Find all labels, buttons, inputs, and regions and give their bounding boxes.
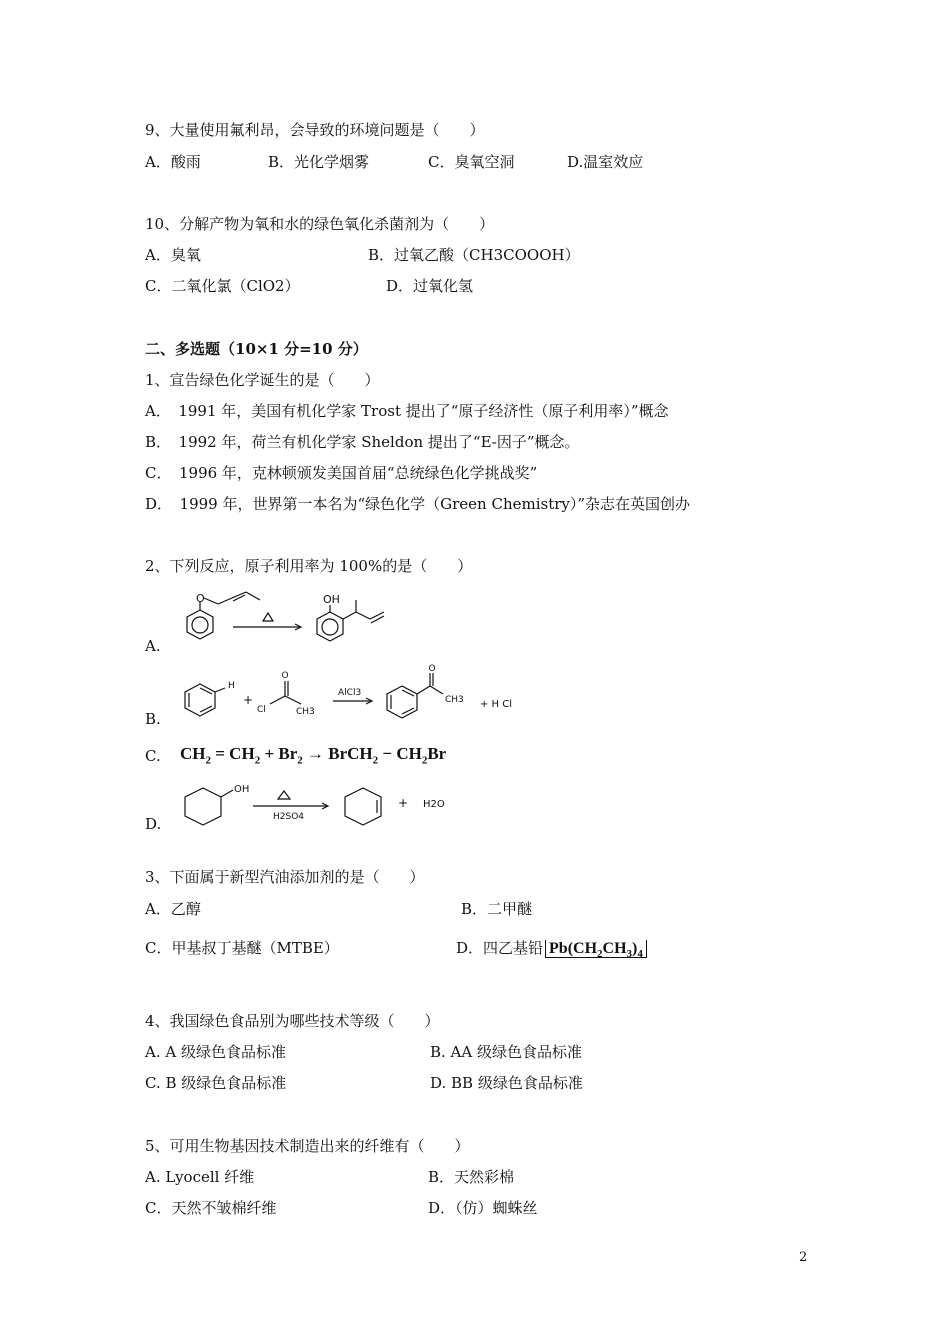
m3-option-c: C．甲基叔丁基醚（MTBE） bbox=[145, 939, 339, 957]
q9-option-b: B．光化学烟雾 bbox=[268, 153, 370, 171]
m5-option-a: A. Lyocell 纤维 bbox=[145, 1168, 255, 1186]
m2-reaction-a-structure bbox=[175, 588, 415, 650]
m3-option-b: B．二甲醚 bbox=[461, 900, 533, 918]
tetraethyllead-formula: $Pb(CH_2CH_3)_4$ bbox=[545, 940, 647, 958]
acetyl-ch3-label: CH3 bbox=[296, 707, 315, 717]
product-ch3-label: CH3 bbox=[445, 695, 464, 705]
m2-option-a-label: A. bbox=[145, 637, 161, 655]
chloride-label: Cl bbox=[257, 705, 266, 715]
m4-stem: 4、我国绿色食品别为哪些技术等级（ ） bbox=[145, 1012, 440, 1030]
m1-option-d: D． 1999 年，世界第一本名为“绿色化学（Green Chemistry）”杂志在英国创办 bbox=[145, 495, 691, 513]
benzene-h-label: H bbox=[228, 681, 235, 691]
m2-stem: 2、下列反应，原子利用率为 100%的是（ ） bbox=[145, 557, 473, 575]
m5-option-c: C．天然不皱棉纤维 bbox=[145, 1199, 277, 1217]
m4-option-b: B. AA 级绿色食品标准 bbox=[430, 1043, 582, 1061]
carbonyl-o-label: O bbox=[281, 671, 289, 681]
sulfuric-acid-label: H2SO4 bbox=[273, 812, 305, 822]
svg-text:+: + bbox=[243, 693, 254, 707]
m4-option-a: A. A 级绿色食品标准 bbox=[145, 1043, 286, 1061]
m4-option-c: C. B 级绿色食品标准 bbox=[145, 1074, 287, 1092]
phenol-oh-label: OH bbox=[323, 593, 340, 606]
q10-option-c: C．二氧化氯（ClO2） bbox=[145, 277, 300, 295]
m1-option-c: C． 1996 年，克林顿颁发美国首届“总统绿色化学挑战奖” bbox=[145, 464, 538, 482]
cyclohexanol-oh-label: OH bbox=[234, 784, 250, 795]
q10-option-d: D．过氧化氢 bbox=[386, 277, 474, 295]
q9-option-d: D.温室效应 bbox=[567, 153, 644, 171]
q9-stem: 9、大量使用氟利昂，会导致的环境问题是（ ） bbox=[145, 121, 485, 139]
m2-option-c-label: C. bbox=[145, 747, 161, 765]
q10-option-b: B．过氧乙酸（CH3COOOH） bbox=[368, 246, 580, 264]
m3-option-d: D．四乙基铅 $Pb(CH_2CH_3)_4$ bbox=[456, 938, 647, 964]
m2-option-d-label: D. bbox=[145, 815, 162, 833]
m2-reaction-d-structure bbox=[175, 780, 475, 830]
section-title: 二、多选题（10×1 分=10 分） bbox=[145, 340, 368, 358]
m3-option-a: A．乙醇 bbox=[145, 900, 201, 918]
hcl-byproduct: + H Cl bbox=[480, 699, 513, 710]
m5-stem: 5、可用生物基因技术制造出来的纤维有（ ） bbox=[145, 1137, 470, 1155]
m3-stem: 3、下面属于新型汽油添加剂的是（ ） bbox=[145, 868, 425, 886]
m5-option-d: D．（仿）蜘蛛丝 bbox=[428, 1199, 538, 1217]
q10-option-a: A．臭氧 bbox=[145, 246, 201, 264]
m2-equation-c: $CH_2 = CH_2 + Br_2$ → BrCH$_2$ − $CH_2Br$ bbox=[180, 744, 447, 767]
q9-option-c: C．臭氧空洞 bbox=[428, 153, 515, 171]
q9-option-a: A．酸雨 bbox=[145, 153, 201, 171]
catalyst-label: AlCl3 bbox=[338, 688, 362, 698]
m4-option-d: D. BB 级绿色食品标准 bbox=[430, 1074, 583, 1092]
m2-reaction-b-structure bbox=[175, 664, 535, 724]
svg-text:+: + bbox=[398, 796, 409, 810]
svg-text:O: O bbox=[428, 664, 436, 674]
m1-option-a: A． 1991 年，美国有机化学家 Trost 提出了“原子经济性（原子利用率）”概念 bbox=[145, 402, 669, 420]
m5-option-b: B．天然彩棉 bbox=[428, 1168, 515, 1186]
m1-option-b: B． 1992 年，荷兰有机化学家 Sheldon 提出了“E-因子”概念。 bbox=[145, 433, 580, 451]
m1-stem: 1、宣告绿色化学诞生的是（ ） bbox=[145, 371, 380, 389]
m2-option-b-label: B. bbox=[145, 710, 161, 728]
page-number: 2 bbox=[799, 1250, 808, 1265]
q10-stem: 10、分解产物为氧和水的绿色氧化杀菌剂为（ ） bbox=[145, 215, 495, 233]
water-label: H2O bbox=[423, 799, 445, 810]
ether-oxygen-label: O bbox=[196, 592, 205, 605]
